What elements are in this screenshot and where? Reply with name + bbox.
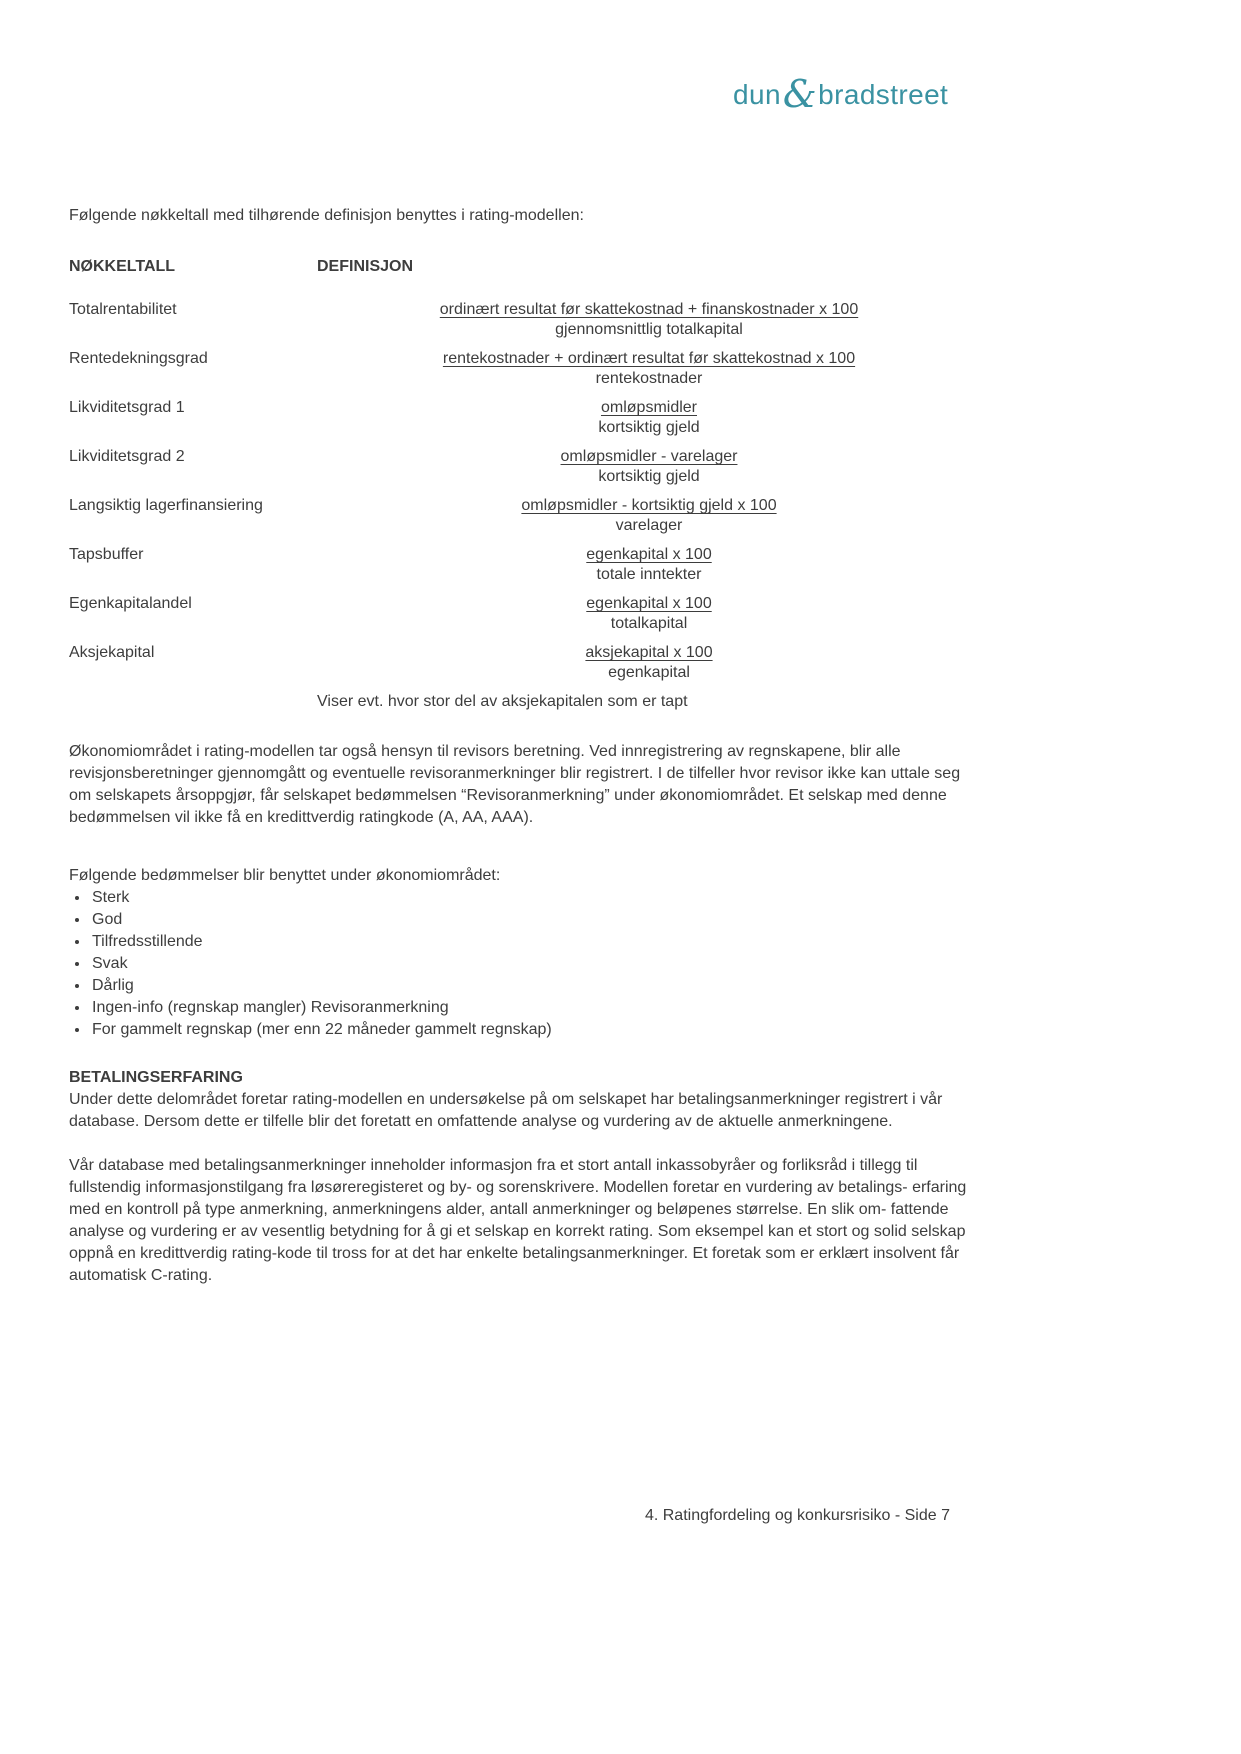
formula-numerator: aksjekapital x 100 bbox=[585, 644, 713, 661]
bullet-item: • Sterk bbox=[90, 887, 981, 909]
bullet-item: • God bbox=[90, 909, 981, 931]
table-row bbox=[69, 643, 981, 682]
table-row bbox=[69, 300, 981, 339]
bullet-item: • For gammelt regnskap (mer enn 22 måneder gammelt regnskap) bbox=[90, 1019, 981, 1041]
formula-denominator: totalkapital bbox=[610, 615, 688, 632]
ratio-formula bbox=[317, 594, 981, 633]
ratio-formula bbox=[317, 496, 981, 535]
formula-denominator: gjennomsnittlig totalkapital bbox=[555, 321, 743, 338]
ratio-label: Rentedekningsgrad bbox=[69, 350, 208, 367]
formula-denominator: varelager bbox=[615, 517, 683, 534]
paragraph-okonomiomradet: Økonomiområdet i rating-modellen tar også hensyn til revisors beretning. Ved innregistrering av regnskapene, blir alle revisjonsberetninger gjennomgått og eventuelle revisoranmerkninger blir registrert. I de tilfeller hvor revisor ikke kan uttale seg om selskapets årsoppgjør, får selskapet bedømmelsen “Revisoranmerkning” under økonomiområdet. Et selskap med denne bedømmelsen vil ikke få en kredittverdig ratingkode (A, AA, AAA). bbox=[69, 743, 961, 826]
ratio-formula bbox=[317, 398, 981, 437]
table-row bbox=[69, 594, 981, 633]
formula-numerator: omløpsmidler - varelager bbox=[560, 448, 738, 465]
ratio-label: Egenkapitalandel bbox=[69, 595, 192, 612]
table-row bbox=[69, 398, 981, 437]
table-note: Viser evt. hvor stor del av aksjekapitalen som er tapt bbox=[317, 693, 688, 710]
formula-numerator: ordinært resultat før skattekostnad + finanskostnader x 100 bbox=[439, 301, 859, 318]
intro-text: Følgende nøkkeltall med tilhørende definisjon benyttes i rating-modellen: bbox=[69, 207, 584, 224]
list-intro-text: Følgende bedømmelser blir benyttet under økonomiområdet: bbox=[69, 867, 501, 884]
ratio-label: Likviditetsgrad 1 bbox=[69, 399, 185, 416]
table-header-nokkeltall: NØKKELTALL bbox=[69, 258, 176, 275]
dun-bradstreet-logo bbox=[733, 72, 949, 116]
ratio-formula bbox=[317, 300, 981, 339]
ratio-label: Likviditetsgrad 2 bbox=[69, 448, 185, 465]
logo-dun: dun bbox=[733, 79, 781, 110]
paragraph-betalingserfaring-1: Under dette delområdet foretar rating-modellen en undersøkelse på om selskapet har betalingsanmerkninger registrert i vår database. Dersom dette er tilfelle blir det foretatt en omfattende analyse og vurdering av de aktuelle anmerkningene. bbox=[69, 1091, 943, 1130]
ratio-label: Aksjekapital bbox=[69, 644, 155, 661]
ratio-label: Tapsbuffer bbox=[69, 546, 144, 563]
ratio-label: Langsiktig lagerfinansiering bbox=[69, 497, 263, 514]
formula-numerator: omløpsmidler bbox=[600, 399, 697, 416]
formula-denominator: egenkapital bbox=[608, 664, 690, 681]
ratio-formula bbox=[317, 447, 981, 486]
ratio-formula bbox=[317, 545, 981, 584]
formula-denominator: totale inntekter bbox=[596, 566, 702, 583]
formula-denominator: rentekostnader bbox=[595, 370, 703, 387]
formula-denominator: kortsiktig gjeld bbox=[598, 419, 700, 436]
bullet-item: • Tilfredsstillende bbox=[90, 931, 981, 953]
footer-page-label: 4. Ratingfordeling og konkursrisiko - Side 7 bbox=[644, 1507, 950, 1524]
section-heading-betalingserfaring: BETALINGSERFARING bbox=[69, 1069, 243, 1086]
ratio-formula bbox=[317, 643, 981, 682]
ratio-label: Totalrentabilitet bbox=[69, 301, 177, 318]
paragraph-betalingserfaring-2: Vår database med betalingsanmerkninger inneholder informasjon fra et stort antall inkassobyråer og forliksråd i tillegg til fullstendig informasjonstilgang fra løsøreregisteret og by- og sorenskrivere. Modellen foretar en vurdering av betalings- erfaring med en kontroll på type anmerkning, anmerkningens alder, antall anmerkninger og beløpenes størrelse. En slik om- fattende analyse og vurdering er av vesentlig betydning for å gi et selskap en korrekt rating. Som eksempel kan et stort og solid selskap oppnå en kredittverdig rating-kode til tross for at det har enkelte betalingsanmerkninger. Et foretak som er erklært insolvent får automatisk C-rating. bbox=[69, 1157, 967, 1284]
logo-bradstreet: bradstreet bbox=[818, 79, 949, 110]
table-row bbox=[69, 447, 981, 486]
bedommelser-list bbox=[69, 887, 981, 1041]
table-header-row bbox=[69, 257, 981, 276]
bullet-item: • Dårlig bbox=[90, 975, 981, 997]
table-row bbox=[69, 349, 981, 388]
bullet-item: • Svak bbox=[90, 953, 981, 975]
formula-numerator: egenkapital x 100 bbox=[586, 546, 712, 563]
table-row bbox=[69, 496, 981, 535]
formula-numerator: rentekostnader + ordinært resultat før skattekostnad x 100 bbox=[442, 350, 856, 367]
bullet-item: • Ingen-info (regnskap mangler) Revisoranmerkning bbox=[90, 997, 981, 1019]
formula-numerator: egenkapital x 100 bbox=[586, 595, 712, 612]
formula-denominator: kortsiktig gjeld bbox=[598, 468, 700, 485]
formula-numerator: omløpsmidler - kortsiktig gjeld x 100 bbox=[521, 497, 777, 514]
logo-ampersand: & bbox=[782, 72, 818, 116]
ratio-formula bbox=[317, 349, 981, 388]
table-header-definisjon: DEFINISJON bbox=[317, 258, 414, 275]
table-row bbox=[69, 545, 981, 584]
